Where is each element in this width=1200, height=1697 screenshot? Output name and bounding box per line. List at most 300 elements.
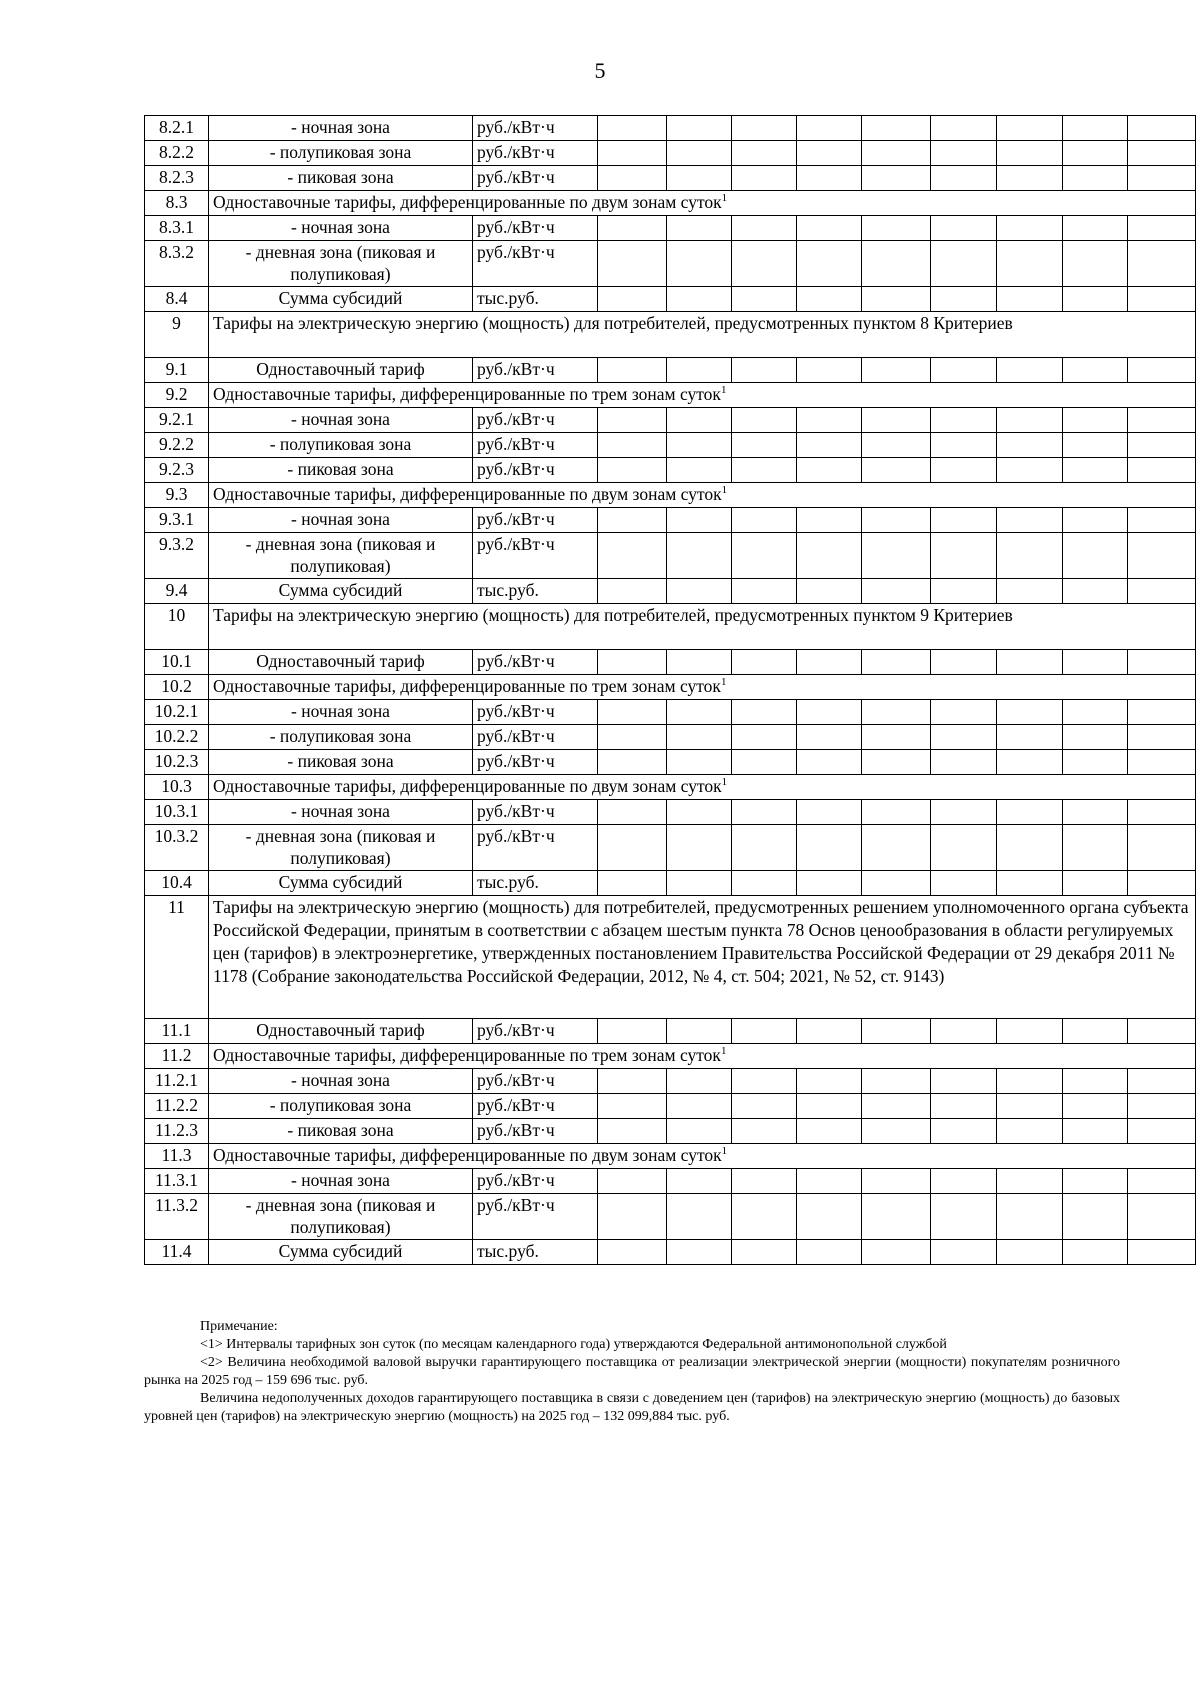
value-cell — [1128, 166, 1196, 191]
row-number: 8.3.1 — [145, 216, 209, 241]
value-cell — [732, 358, 797, 383]
table-row — [145, 358, 1196, 383]
row-unit: руб./кВт·ч — [473, 508, 598, 533]
value-cell — [1063, 725, 1128, 750]
table-row — [145, 383, 1196, 408]
value-cell — [931, 166, 997, 191]
table-row — [145, 166, 1196, 191]
row-number: 11.1 — [145, 1019, 209, 1044]
value-cell — [797, 1169, 862, 1194]
value-cell — [667, 1019, 732, 1044]
row-unit: руб./кВт·ч — [473, 1194, 598, 1240]
value-cell — [598, 700, 667, 725]
value-cell — [931, 1240, 997, 1265]
row-unit: руб./кВт·ч — [473, 1094, 598, 1119]
row-number: 9.3.2 — [145, 533, 209, 579]
value-cell — [1063, 1240, 1128, 1265]
value-cell — [1128, 1240, 1196, 1265]
value-cell — [1063, 650, 1128, 675]
footnote-mark: 1 — [721, 776, 728, 788]
value-cell — [598, 1019, 667, 1044]
table-row — [145, 825, 1196, 871]
row-name: - полупиковая зона — [209, 725, 473, 750]
row-unit: руб./кВт·ч — [473, 1119, 598, 1144]
table-row — [145, 1069, 1196, 1094]
value-cell — [1063, 508, 1128, 533]
value-cell — [862, 1094, 931, 1119]
row-number: 8.2.3 — [145, 166, 209, 191]
value-cell — [931, 287, 997, 312]
value-cell — [598, 725, 667, 750]
value-cell — [1063, 287, 1128, 312]
table-row — [145, 1094, 1196, 1119]
value-cell — [862, 725, 931, 750]
value-cell — [797, 825, 862, 871]
footnote-mark: 1 — [720, 676, 727, 688]
table-row — [145, 604, 1196, 650]
value-cell — [732, 800, 797, 825]
value-cell — [797, 700, 862, 725]
row-name: Одноставочный тариф — [209, 1019, 473, 1044]
value-cell — [1128, 241, 1196, 287]
value-cell — [862, 433, 931, 458]
value-cell — [797, 216, 862, 241]
value-cell — [1063, 166, 1128, 191]
row-unit: руб./кВт·ч — [473, 458, 598, 483]
value-cell — [732, 116, 797, 141]
value-cell — [667, 1119, 732, 1144]
table-row — [145, 700, 1196, 725]
value-cell — [1128, 1019, 1196, 1044]
table-row — [145, 191, 1196, 216]
row-number: 10.3.1 — [145, 800, 209, 825]
value-cell — [997, 725, 1063, 750]
value-cell — [931, 216, 997, 241]
value-cell — [862, 216, 931, 241]
row-unit: руб./кВт·ч — [473, 800, 598, 825]
row-name: - дневная зона (пиковая и полупиковая) — [209, 241, 473, 287]
row-number: 11.2.3 — [145, 1119, 209, 1144]
value-cell — [797, 166, 862, 191]
row-unit: руб./кВт·ч — [473, 408, 598, 433]
value-cell — [997, 241, 1063, 287]
table-row — [145, 725, 1196, 750]
value-cell — [862, 650, 931, 675]
value-cell — [797, 241, 862, 287]
tariff-table — [144, 115, 1196, 1265]
value-cell — [667, 579, 732, 604]
row-number: 10.3 — [145, 775, 209, 800]
value-cell — [1063, 1069, 1128, 1094]
footnote-mark: 1 — [721, 484, 728, 496]
value-cell — [797, 871, 862, 896]
value-cell — [598, 216, 667, 241]
value-cell — [667, 871, 732, 896]
footnote-mark: 1 — [721, 1145, 728, 1157]
value-cell — [797, 458, 862, 483]
table-row — [145, 216, 1196, 241]
value-cell — [862, 825, 931, 871]
value-cell — [598, 871, 667, 896]
value-cell — [997, 1169, 1063, 1194]
value-cell — [598, 1240, 667, 1265]
value-cell — [997, 358, 1063, 383]
row-number: 9 — [145, 312, 209, 358]
value-cell — [997, 287, 1063, 312]
row-number: 9.2.2 — [145, 433, 209, 458]
row-number: 8.4 — [145, 287, 209, 312]
value-cell — [997, 216, 1063, 241]
value-cell — [931, 408, 997, 433]
table-row — [145, 116, 1196, 141]
value-cell — [797, 287, 862, 312]
value-cell — [732, 166, 797, 191]
row-unit: руб./кВт·ч — [473, 1019, 598, 1044]
row-name: - пиковая зона — [209, 1119, 473, 1144]
value-cell — [732, 216, 797, 241]
value-cell — [598, 650, 667, 675]
value-cell — [1128, 216, 1196, 241]
row-name: - полупиковая зона — [209, 433, 473, 458]
value-cell — [598, 458, 667, 483]
value-cell — [732, 1019, 797, 1044]
table-row — [145, 1119, 1196, 1144]
value-cell — [667, 408, 732, 433]
table-row — [145, 579, 1196, 604]
row-name: - пиковая зона — [209, 750, 473, 775]
value-cell — [931, 650, 997, 675]
value-cell — [931, 116, 997, 141]
value-cell — [732, 508, 797, 533]
value-cell — [931, 458, 997, 483]
value-cell — [997, 825, 1063, 871]
row-name: Сумма субсидий — [209, 579, 473, 604]
value-cell — [598, 800, 667, 825]
section-text: Тарифы на электрическую энергию (мощность) для потребителей, предусмотренных решением уполномоченного органа субъекта Российской Федерации, принятым в соответствии с абзацем шестым пункта 78 Основ ценообразования в области регулируемых цен (тарифов) в электроэнергетике, утвержденных постановлением Правительства Российской Федерации от 29 декабря 2011 № 1178 (Собрание законодательства Российской Федерации, 2012, № 4, ст. 504; 2021, № 52, ст. 9143) — [213, 897, 1189, 986]
value-cell — [667, 287, 732, 312]
value-cell — [732, 1240, 797, 1265]
section-text: Одноставочные тарифы, дифференцированные по трем зонам суток — [213, 1045, 721, 1065]
value-cell — [1128, 458, 1196, 483]
value-cell — [598, 358, 667, 383]
table-row — [145, 483, 1196, 508]
table-row — [145, 650, 1196, 675]
notes-title: Примечание: — [200, 1319, 278, 1334]
value-cell — [797, 1194, 862, 1240]
row-number: 10.3.2 — [145, 825, 209, 871]
row-number: 9.3 — [145, 483, 209, 508]
value-cell — [732, 1169, 797, 1194]
value-cell — [797, 750, 862, 775]
section-text: Тарифы на электрическую энергию (мощность) для потребителей, предусмотренных пунктом 8 Критериев — [213, 313, 1013, 333]
row-number: 8.3.2 — [145, 241, 209, 287]
notes — [144, 1318, 1120, 1426]
value-cell — [1063, 800, 1128, 825]
value-cell — [797, 725, 862, 750]
value-cell — [598, 825, 667, 871]
row-number: 9.2.1 — [145, 408, 209, 433]
row-name: - дневная зона (пиковая и полупиковая) — [209, 825, 473, 871]
table-row — [145, 433, 1196, 458]
value-cell — [667, 241, 732, 287]
value-cell — [667, 358, 732, 383]
row-unit: руб./кВт·ч — [473, 216, 598, 241]
value-cell — [862, 408, 931, 433]
row-number: 10.2 — [145, 675, 209, 700]
row-name: - ночная зона — [209, 408, 473, 433]
value-cell — [598, 116, 667, 141]
value-cell — [931, 433, 997, 458]
value-cell — [732, 871, 797, 896]
row-number: 8.3 — [145, 191, 209, 216]
row-number: 11 — [145, 896, 209, 1019]
row-name: Сумма субсидий — [209, 1240, 473, 1265]
value-cell — [997, 116, 1063, 141]
value-cell — [667, 433, 732, 458]
value-cell — [797, 1094, 862, 1119]
row-number: 9.3.1 — [145, 508, 209, 533]
value-cell — [862, 1019, 931, 1044]
value-cell — [862, 1194, 931, 1240]
value-cell — [667, 650, 732, 675]
value-cell — [1063, 408, 1128, 433]
value-cell — [598, 287, 667, 312]
table-row — [145, 287, 1196, 312]
value-cell — [1128, 750, 1196, 775]
value-cell — [598, 533, 667, 579]
value-cell — [797, 408, 862, 433]
row-name: Одноставочный тариф — [209, 650, 473, 675]
value-cell — [667, 458, 732, 483]
value-cell — [598, 1119, 667, 1144]
section-heading — [209, 675, 1196, 700]
row-name: - дневная зона (пиковая и полупиковая) — [209, 1194, 473, 1240]
value-cell — [1063, 825, 1128, 871]
section-heading — [209, 896, 1196, 1019]
value-cell — [797, 800, 862, 825]
section-text: Одноставочные тарифы, дифференцированные по трем зонам суток — [213, 676, 721, 696]
table-row — [145, 141, 1196, 166]
value-cell — [797, 508, 862, 533]
value-cell — [732, 1194, 797, 1240]
value-cell — [1128, 825, 1196, 871]
row-name: - полупиковая зона — [209, 141, 473, 166]
value-cell — [997, 1019, 1063, 1044]
row-name: Сумма субсидий — [209, 287, 473, 312]
value-cell — [732, 825, 797, 871]
value-cell — [598, 433, 667, 458]
value-cell — [667, 116, 732, 141]
value-cell — [732, 458, 797, 483]
value-cell — [1128, 1069, 1196, 1094]
table-row — [145, 1019, 1196, 1044]
row-unit: тыс.руб. — [473, 579, 598, 604]
value-cell — [931, 725, 997, 750]
value-cell — [931, 871, 997, 896]
value-cell — [667, 216, 732, 241]
row-number: 11.2.2 — [145, 1094, 209, 1119]
value-cell — [997, 458, 1063, 483]
value-cell — [732, 700, 797, 725]
value-cell — [997, 800, 1063, 825]
value-cell — [862, 1119, 931, 1144]
footnote-mark: 1 — [720, 1045, 727, 1057]
value-cell — [862, 533, 931, 579]
table-row — [145, 533, 1196, 579]
row-unit: тыс.руб. — [473, 287, 598, 312]
value-cell — [598, 408, 667, 433]
row-number: 8.2.2 — [145, 141, 209, 166]
row-number: 10.4 — [145, 871, 209, 896]
row-number: 11.2.1 — [145, 1069, 209, 1094]
value-cell — [1128, 725, 1196, 750]
table-row — [145, 408, 1196, 433]
value-cell — [667, 725, 732, 750]
value-cell — [797, 433, 862, 458]
value-cell — [797, 1019, 862, 1044]
table-row — [145, 675, 1196, 700]
value-cell — [1063, 433, 1128, 458]
section-heading — [209, 483, 1196, 508]
row-unit: тыс.руб. — [473, 1240, 598, 1265]
value-cell — [931, 579, 997, 604]
note-2: <2> Величина необходимой валовой выручки гарантирующего поставщика от реализации электрической энергии (мощности) покупателям розничного рынка на 2025 год – 159 696 тыс. руб. — [144, 1355, 1120, 1388]
section-text: Одноставочные тарифы, дифференцированные по двум зонам суток — [213, 484, 722, 504]
value-cell — [862, 116, 931, 141]
row-unit: руб./кВт·ч — [473, 1069, 598, 1094]
row-number: 11.3.2 — [145, 1194, 209, 1240]
row-number: 10.2.2 — [145, 725, 209, 750]
row-number: 10.1 — [145, 650, 209, 675]
value-cell — [1063, 1169, 1128, 1194]
value-cell — [1063, 358, 1128, 383]
table-row — [145, 896, 1196, 1019]
row-name: Одноставочный тариф — [209, 358, 473, 383]
table-row — [145, 1169, 1196, 1194]
value-cell — [667, 1169, 732, 1194]
value-cell — [931, 241, 997, 287]
row-number: 11.3.1 — [145, 1169, 209, 1194]
value-cell — [797, 1240, 862, 1265]
value-cell — [667, 141, 732, 166]
value-cell — [931, 508, 997, 533]
value-cell — [732, 725, 797, 750]
value-cell — [797, 579, 862, 604]
row-unit: руб./кВт·ч — [473, 825, 598, 871]
row-unit: руб./кВт·ч — [473, 650, 598, 675]
value-cell — [667, 508, 732, 533]
value-cell — [1063, 533, 1128, 579]
value-cell — [997, 1240, 1063, 1265]
value-cell — [1128, 579, 1196, 604]
row-unit: руб./кВт·ч — [473, 725, 598, 750]
section-heading — [209, 312, 1196, 358]
value-cell — [667, 800, 732, 825]
value-cell — [997, 166, 1063, 191]
value-cell — [862, 458, 931, 483]
value-cell — [997, 1094, 1063, 1119]
value-cell — [598, 166, 667, 191]
value-cell — [997, 579, 1063, 604]
value-cell — [732, 241, 797, 287]
value-cell — [997, 650, 1063, 675]
value-cell — [797, 116, 862, 141]
value-cell — [862, 579, 931, 604]
row-number: 10.2.3 — [145, 750, 209, 775]
value-cell — [1063, 750, 1128, 775]
row-number: 9.4 — [145, 579, 209, 604]
value-cell — [997, 1069, 1063, 1094]
value-cell — [862, 358, 931, 383]
value-cell — [862, 241, 931, 287]
section-heading — [209, 1044, 1196, 1069]
value-cell — [931, 1169, 997, 1194]
value-cell — [862, 750, 931, 775]
table-row — [145, 1240, 1196, 1265]
value-cell — [797, 141, 862, 166]
footnote-mark: 1 — [720, 384, 727, 396]
note-1: <1> Интервалы тарифных зон суток (по месяцам календарного года) утверждаются Федеральной антимонопольной службой — [200, 1337, 947, 1352]
value-cell — [1128, 287, 1196, 312]
value-cell — [797, 650, 862, 675]
value-cell — [1063, 1194, 1128, 1240]
value-cell — [1128, 116, 1196, 141]
value-cell — [1128, 871, 1196, 896]
value-cell — [1063, 1119, 1128, 1144]
value-cell — [1063, 579, 1128, 604]
table-row — [145, 871, 1196, 896]
table-row — [145, 458, 1196, 483]
section-heading — [209, 1144, 1196, 1169]
row-unit: руб./кВт·ч — [473, 1169, 598, 1194]
row-unit: руб./кВт·ч — [473, 433, 598, 458]
table-row — [145, 750, 1196, 775]
row-unit: тыс.руб. — [473, 871, 598, 896]
section-text: Тарифы на электрическую энергию (мощность) для потребителей, предусмотренных пунктом 9 Критериев — [213, 605, 1013, 625]
row-number: 10 — [145, 604, 209, 650]
value-cell — [1128, 141, 1196, 166]
value-cell — [732, 1069, 797, 1094]
value-cell — [1063, 116, 1128, 141]
table-row — [145, 508, 1196, 533]
value-cell — [732, 1119, 797, 1144]
value-cell — [931, 358, 997, 383]
row-unit: руб./кВт·ч — [473, 700, 598, 725]
value-cell — [667, 1194, 732, 1240]
value-cell — [797, 1069, 862, 1094]
row-name: - ночная зона — [209, 800, 473, 825]
value-cell — [667, 750, 732, 775]
value-cell — [732, 750, 797, 775]
table-row — [145, 1044, 1196, 1069]
value-cell — [732, 433, 797, 458]
value-cell — [862, 287, 931, 312]
value-cell — [931, 1019, 997, 1044]
value-cell — [598, 579, 667, 604]
value-cell — [862, 1169, 931, 1194]
value-cell — [931, 1119, 997, 1144]
value-cell — [667, 1069, 732, 1094]
value-cell — [1128, 433, 1196, 458]
value-cell — [997, 533, 1063, 579]
row-name: - пиковая зона — [209, 166, 473, 191]
value-cell — [598, 241, 667, 287]
value-cell — [1128, 1119, 1196, 1144]
value-cell — [997, 700, 1063, 725]
section-heading — [209, 383, 1196, 408]
value-cell — [732, 408, 797, 433]
row-name: - ночная зона — [209, 508, 473, 533]
